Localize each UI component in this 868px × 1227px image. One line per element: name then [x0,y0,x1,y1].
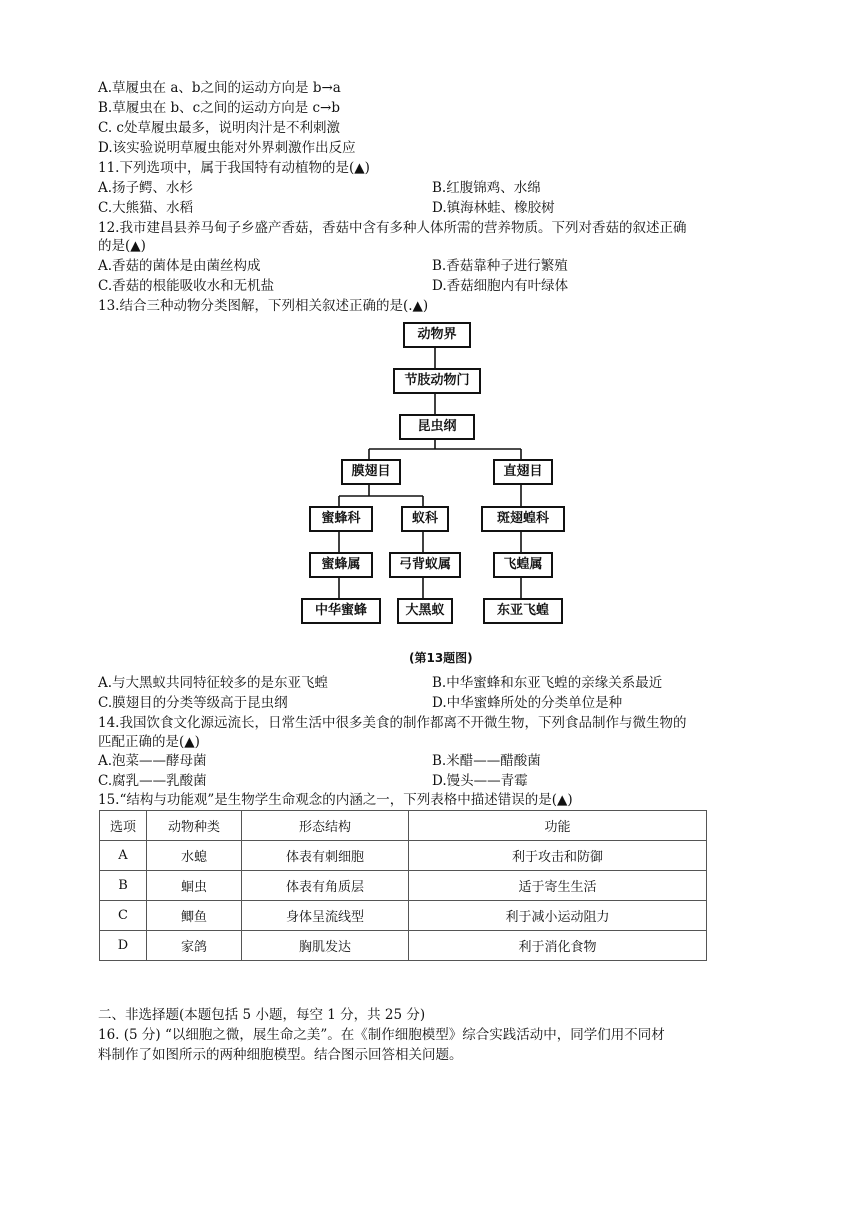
q14-option-c: C.腐乳——乳酸菌 [98,773,207,789]
cell-structure: 身体呈流线型 [242,901,409,931]
header-animal: 动物种类 [147,811,242,841]
node-genus-locusta: 飞蝗属 [493,552,553,578]
node-family-formicidae: 蚁科 [401,506,449,532]
table-row [100,871,707,901]
q11-option-c: C.大熊猫、水稻 [98,200,194,216]
cell-animal: 蛔虫 [147,871,242,901]
section-two-title: 二、非选择题(本题包括 5 小题，每空 1 分，共 25 分) [98,1007,426,1023]
table-header-row [100,811,707,841]
q11-option-d: D.镇海林蛙、橡胶树 [432,200,555,216]
node-species-apis-cerana: 中华蜜蜂 [301,598,381,624]
cell-function: 适于寄生生活 [409,871,707,901]
node-order-orthoptera: 直翅目 [493,459,553,485]
q14-option-b: B.米醋——醋酸菌 [432,753,541,769]
cell-option: C [100,901,147,931]
q10-option-a: A.草履虫在 a、b之间的运动方向是 b→a [98,80,341,96]
cell-structure: 胸肌发达 [242,931,409,961]
q13-option-a: A.与大黑蚁共同特征较多的是东亚飞蝗 [98,675,329,691]
q10-option-b: B.草履虫在 b、c之间的运动方向是 c→b [98,100,341,116]
header-option: 选项 [100,811,147,841]
node-species-oriental-locust: 东亚飞蝗 [483,598,563,624]
q12-stem-line2: 的是(▲) [98,238,146,254]
figure-caption: (第13题图) [409,651,473,665]
cell-function: 利于减小运动阻力 [409,901,707,931]
cell-option: A [100,841,147,871]
cell-structure: 体表有刺细胞 [242,841,409,871]
node-phylum: 节肢动物门 [393,368,481,394]
q16-line1: 16. (5 分) “以细胞之微，展生命之美”。在《制作细胞模型》综合实践活动中，同学们用不同材 [98,1027,665,1043]
q10-option-d: D.该实验说明草履虫能对外界刺激作出反应 [98,140,356,156]
header-function: 功能 [409,811,707,841]
node-class: 昆虫纲 [399,414,475,440]
q12-option-c: C.香菇的根能吸收水和无机盐 [98,278,275,294]
classification-diagram [295,316,570,671]
q14-stem-line2: 匹配正确的是(▲) [98,734,200,750]
q12-option-a: A.香菇的菌体是由菌丝构成 [98,258,261,274]
q10-option-c: C. c处草履虫最多，说明肉汁是不利刺激 [98,120,340,136]
node-family-apidae: 蜜蜂科 [309,506,373,532]
q15-stem: 15.“结构与功能观”是生物学生命观念的内涵之一，下列表格中描述错误的是(▲) [98,792,573,808]
cell-option: D [100,931,147,961]
q11-stem: 11.下列选项中，属于我国特有动植物的是(▲) [98,160,370,176]
q14-option-d: D.馒头——青霉 [432,773,528,789]
cell-function: 利于攻击和防御 [409,841,707,871]
table-row [100,901,707,931]
cell-animal: 水螅 [147,841,242,871]
q13-option-d: D.中华蜜蜂所处的分类单位是种 [432,695,623,711]
q14-option-a: A.泡菜——酵母菌 [98,753,207,769]
table-row [100,931,707,961]
q11-option-b: B.红腹锦鸡、水绵 [432,180,541,196]
cell-animal: 鲫鱼 [147,901,242,931]
node-genus-apis: 蜜蜂属 [309,552,373,578]
cell-structure: 体表有角质层 [242,871,409,901]
header-structure: 形态结构 [242,811,409,841]
node-species-black-ant: 大黑蚁 [397,598,453,624]
q12-option-d: D.香菇细胞内有叶绿体 [432,278,569,294]
table-row [100,841,707,871]
q16-line2: 料制作了如图所示的两种细胞模型。结合图示回答相关问题。 [98,1047,463,1063]
node-family-oedipodidae: 斑翅蝗科 [481,506,565,532]
node-genus-camponotus: 弓背蚁属 [389,552,461,578]
q13-option-b: B.中华蜜蜂和东亚飞蝗的亲缘关系最近 [432,675,663,691]
cell-option: B [100,871,147,901]
node-kingdom: 动物界 [403,322,471,348]
q11-option-a: A.扬子鳄、水杉 [98,180,194,196]
q13-stem: 13.结合三种动物分类图解，下列相关叙述正确的是(.▲) [98,298,429,314]
q15-table [99,810,707,961]
q12-option-b: B.香菇靠种子进行繁殖 [432,258,568,274]
q14-stem-line1: 14.我国饮食文化源远流长，日常生活中很多美食的制作都离不开微生物，下列食品制作与微生物的 [98,715,687,731]
cell-function: 利于消化食物 [409,931,707,961]
q13-option-c: C.膜翅目的分类等级高于昆虫纲 [98,695,288,711]
q12-stem-line1: 12.我市建昌县养马甸子乡盛产香菇，香菇中含有多种人体所需的营养物质。下列对香菇的叙述正确 [98,220,687,236]
cell-animal: 家鸽 [147,931,242,961]
node-order-hymenoptera: 膜翅目 [341,459,401,485]
